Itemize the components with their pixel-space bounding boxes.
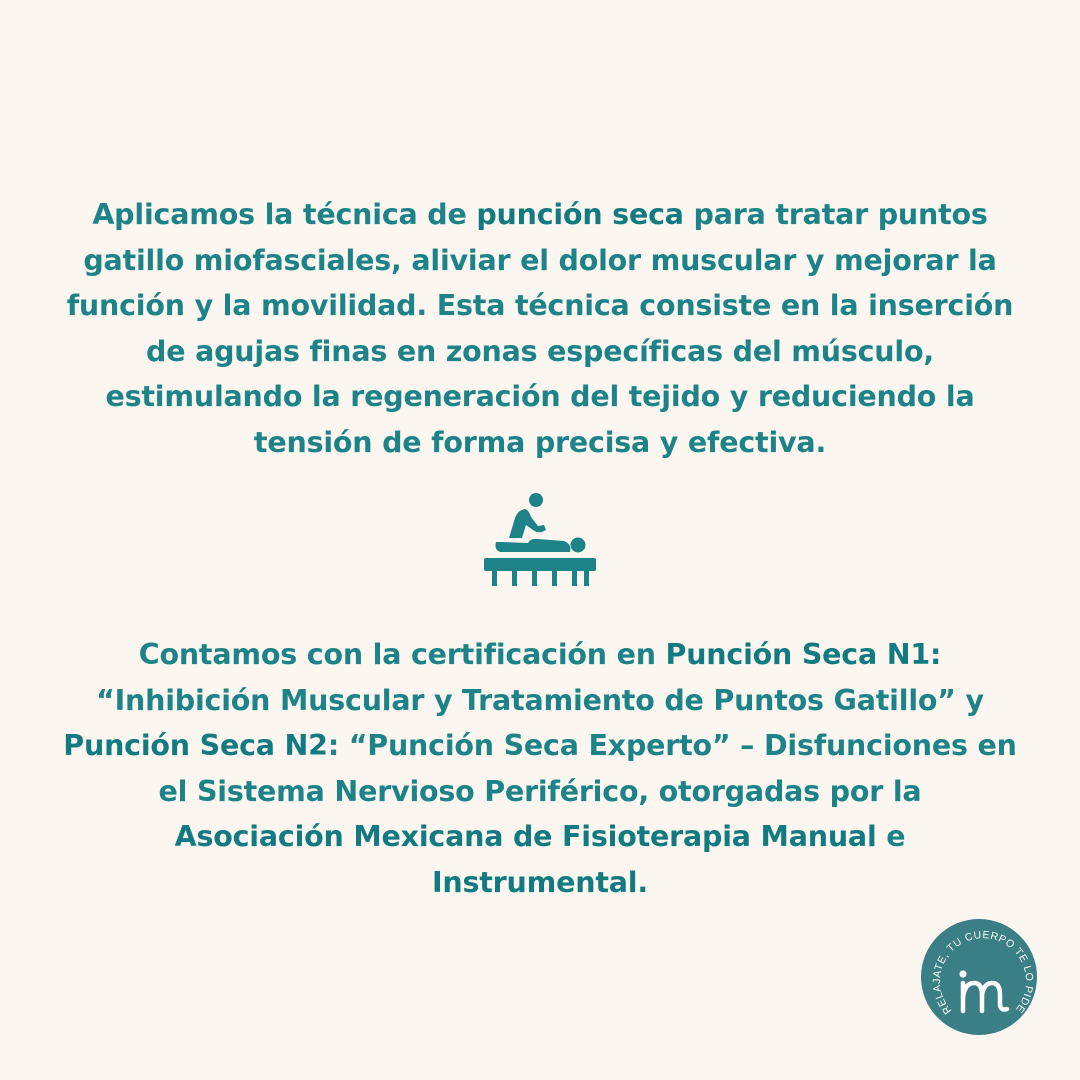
cert-line-5 xyxy=(40,814,1040,860)
cert-line-4: el Sistema Nervioso Periférico, otorgadas por la xyxy=(158,774,922,808)
massage-table-icon xyxy=(482,492,598,588)
certification-paragraph xyxy=(40,632,1040,905)
intro-highlight: punción seca xyxy=(476,198,684,231)
intro-line-2: gatillo miofasciales, aliviar el dolor muscular y mejorar la xyxy=(83,243,997,277)
intro-text: Aplicamos la técnica de xyxy=(92,198,477,231)
intro-line-1 xyxy=(40,192,1040,238)
cert-line-6: Instrumental. xyxy=(432,865,648,899)
cert-line-2: “Inhibición Muscular y Tratamiento de Puntos Gatillo” y xyxy=(96,683,984,717)
cert-line-1 xyxy=(40,632,1040,678)
cert-text: Contamos con la certificación en xyxy=(138,638,666,671)
intro-line-5: estimulando la regeneración del tejido y reduciendo la xyxy=(105,380,975,413)
cert-text: : “Punción Seca Experto” – Disfunciones en xyxy=(327,729,1017,762)
cert-line-3 xyxy=(40,723,1040,769)
brand-logo-badge xyxy=(919,917,1039,1037)
cert-highlight: Punción Seca N2 xyxy=(63,729,328,762)
cert-highlight: Punción Seca N1: xyxy=(665,638,942,671)
cert-highlight: Asociación Mexicana de Fisioterapia Manual xyxy=(174,820,877,853)
intro-line-4: de agujas finas en zonas específicas del músculo, xyxy=(146,334,934,368)
intro-line-3: función y la movilidad. Esta técnica consiste en la inserción xyxy=(66,289,1014,322)
badge-slogan: RELAJATE, TU CUERPO TE LO PIDE xyxy=(930,929,1036,1017)
intro-text: para tratar puntos xyxy=(683,198,988,231)
cert-text: e xyxy=(876,820,906,853)
intro-paragraph xyxy=(40,192,1040,465)
intro-line-6: tensión de forma precisa y efectiva. xyxy=(253,425,827,459)
